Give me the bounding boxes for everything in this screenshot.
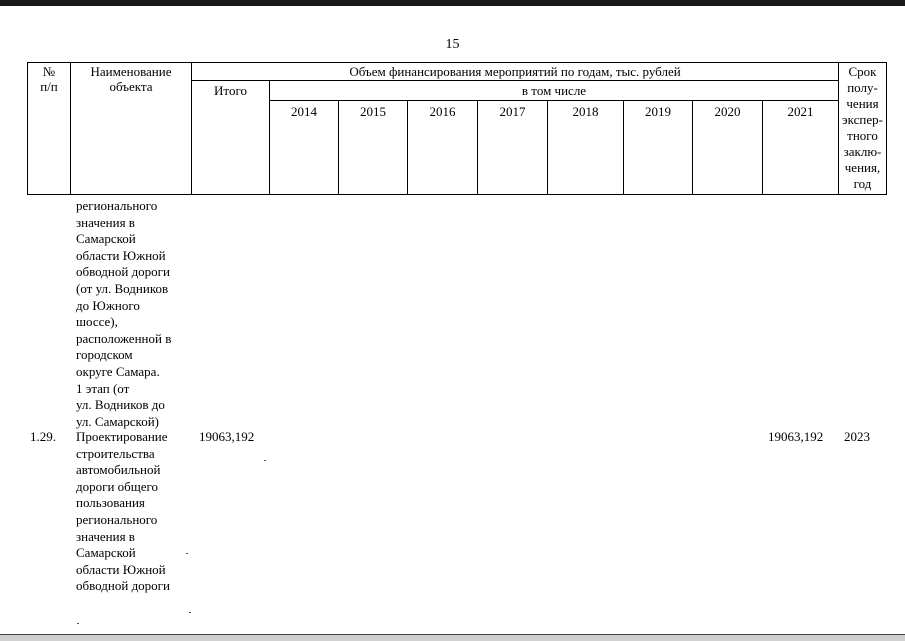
year-header-2021: 2021 [787,104,814,119]
year-header-2017: 2017 [499,104,526,119]
year-header-2014: 2014 [291,104,317,119]
year-header-2019: 2019 [645,104,671,119]
header-top-border [27,62,887,63]
row-1-29-total: 19063,192 [199,429,255,444]
header-bottom-border [27,194,887,195]
scan-speck [186,553,188,554]
year-header-2020: 2020 [714,104,741,119]
col-name-header: Наименование объекта [90,64,172,94]
year-header-2016: 2016 [429,104,456,119]
volume-title-bottom-border [191,80,839,81]
row-1-29-number: 1.29. [30,429,56,444]
year-header-2018: 2018 [572,104,599,119]
col-total-header: Итого [214,83,247,98]
page-number: 15 [445,37,460,52]
scan-speck [77,623,79,624]
row-continuation-name: регионального значения в Самарской области Южной обводной дороги (от ул. Водников до Южного шоссе), расположенной в городском округе Самара. 1 этап (от ул. Водников до ул. Самарской) [76,198,172,429]
grid-right-border [886,62,887,195]
row-1-29-deadline: 2023 [844,429,870,444]
col-deadline-header: Срок полу- чения экспер- тного заклю- чения, год [842,64,883,191]
year-header-2015: 2015 [360,104,386,119]
including-header: в том числе [521,83,587,98]
col-number-header: № п/п [40,64,58,94]
scan-speck [189,612,191,613]
row-1-29-year-2021: 19063,192 [768,429,824,444]
row-1-29-name: Проектирование строительства автомобильной дороги общего пользования регионального значения в Самарской области Южной обводной дороги [76,429,170,594]
scan-speck [264,460,266,461]
including-bottom-border [269,100,839,101]
volume-title-header: Объем финансирования мероприятий по годам, тыс. рублей [349,64,681,79]
grid-line-name-total [191,62,192,195]
top-scan-border [0,0,905,6]
